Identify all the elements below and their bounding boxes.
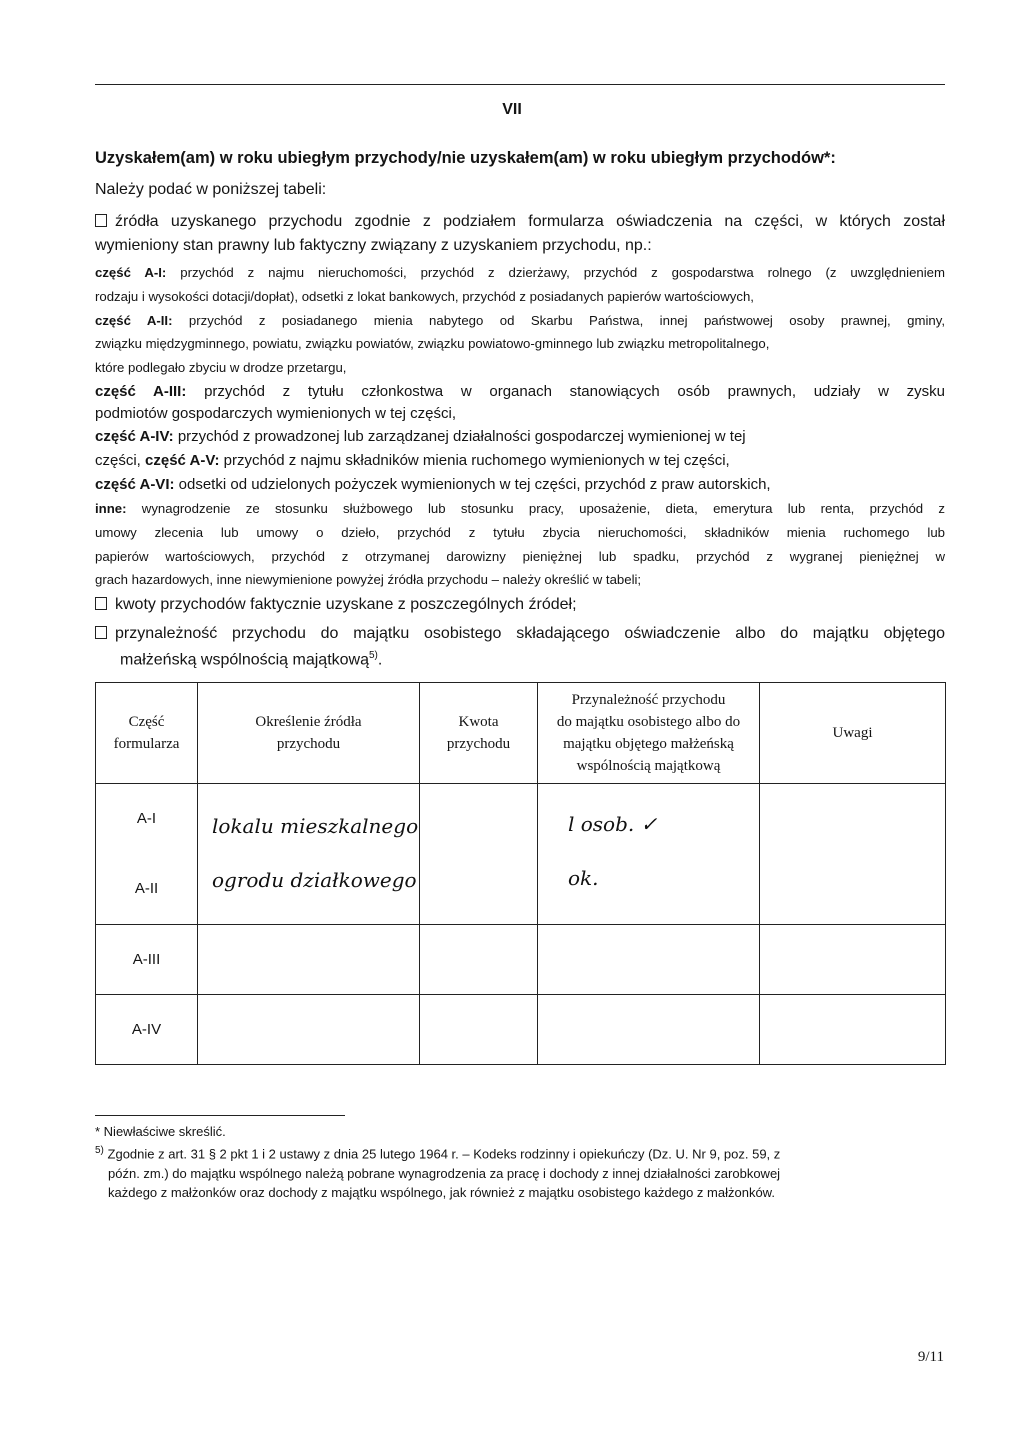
table-row: A-III	[96, 925, 946, 995]
header-remarks: Uwagi	[760, 683, 946, 784]
checkbox-icon	[95, 626, 107, 639]
table-row: A-IV	[96, 995, 946, 1065]
a2-line1: część A-II: przychód z posiadanego mienia nabytego od Skarbu Państwa, innej państwowej osoby prawnej, gminy,	[95, 313, 945, 328]
handwriting-source-1: lokalu mieszkalnego	[212, 814, 419, 838]
a2-line3: które podlegało zbyciu w drodze przetargu,	[95, 360, 347, 375]
table-row-labels: A-I A-II	[96, 784, 198, 925]
income-table	[95, 682, 946, 1065]
ownership-cell	[538, 784, 760, 925]
a1-line1: część A-I: przychód z najmu nieruchomości, przychód z dzierżawy, przychód z gospodarstwa rolnego (z uwzględnieniem	[95, 265, 945, 280]
header-part: Część formularza	[96, 683, 198, 784]
checkbox-icon	[95, 597, 107, 610]
footnote-rule	[95, 1115, 345, 1116]
inne-line1: inne: wynagrodzenie ze stosunku służbowego lub stosunku pracy, uposażenie, dieta, emerytura lub renta, przychód z	[95, 501, 945, 516]
top-rule	[95, 84, 945, 85]
header-ownership: Przynależność przychodu do majątku osobistego albo do majątku objętego małżeńską wspólnością majątkową	[538, 683, 760, 784]
item1-line1: źródła uzyskanego przychodu zgodnie z podziałem formularza oświadczenia na części, w których został	[95, 213, 945, 231]
a6-line: część A-VI: odsetki od udzielonych pożyczek wymienionych w tej części, przychód z praw autorskich,	[95, 476, 771, 493]
item3-line1: przynależność przychodu do majątku osobistego składającego oświadczenie albo do majątku objętego	[95, 625, 945, 643]
footnote-star: * Niewłaściwe skreślić.	[95, 1124, 226, 1139]
footnote5-line2: późn. zm.) do majątku wspólnego należą pobrane wynagrodzenia za pracę i dochody z innej działalności zarobkowej	[108, 1166, 781, 1181]
footnote5-line3: każdego z małżonków oraz dochody z majątku wspólnego, jak również z majątku osobistego każdego z małżonków.	[108, 1185, 775, 1200]
remarks-cell	[760, 784, 946, 925]
a1-line2: rodzaju i wysokości dotacji/dopłat), odsetki z lokat bankowych, przychód z posiadanych papierów wartościowych,	[95, 289, 754, 304]
inne-line3: papierów wartościowych, przychód z otrzymanej darowizny pieniężnej lub spadku, przychód z wygranej pieniężnej w	[95, 549, 945, 564]
footnote5-line1: $^{5)}$ Zgodnie z art. 31 § 2 pkt 1 i 2 ustawy z dnia 25 lutego 1964 r. – Kodeks rodzinny i opiekuńczy (Dz. U. Nr 9, poz. 59, z	[95, 1145, 781, 1162]
table-row	[96, 784, 946, 925]
table-header-row	[96, 683, 946, 784]
a3-line2: podmiotów gospodarczych wymienionych w tej części,	[95, 405, 456, 422]
a4-line1: część A-IV: przychód z prowadzonej lub zarządzanej działalności gospodarczej wymienionej w tej	[95, 428, 746, 445]
a2-line2: związku międzygminnego, powiatu, związku powiatów, związku powiatowo-gminnego lub związku metropolitalnego,	[95, 336, 770, 351]
section-number: VII	[502, 101, 522, 118]
header-source: Określenie źródła przychodu	[198, 683, 420, 784]
source-cell	[198, 784, 420, 925]
handwriting-ownership-2: ok.	[568, 866, 599, 890]
handwriting-ownership-1: l osob. ✓	[568, 812, 658, 836]
amount-cell	[420, 784, 538, 925]
page-number: 9/11	[917, 1349, 944, 1365]
section-heading: Uzyskałem(am) w roku ubiegłym przychody/nie uzyskałem(am) w roku ubiegłym przychodów*:	[95, 149, 836, 167]
inne-line4: grach hazardowych, inne niewymienione powyżej źródła przychodu – należy określić w tabeli;	[95, 572, 642, 587]
header-amount: Kwota przychodu	[420, 683, 538, 784]
inne-line2: umowy zlecenia lub umowy o dzieło, przychód z tytułu zbycia nieruchomości, składników mienia ruchomego lub	[95, 525, 945, 540]
a4-a5-line: części, część A-V: przychód z najmu składników mienia ruchomego wymienionych w tej części,	[95, 452, 730, 469]
item1-line2: wymieniony stan prawny lub faktyczny związany z uzyskaniem przychodu, np.:	[95, 237, 652, 254]
item3-line2: małżeńską wspólnością majątkową$^{5)}$.	[120, 650, 383, 669]
checkbox-icon	[95, 214, 107, 227]
handwriting-source-2: ogrodu działkowego	[212, 868, 417, 892]
intro-text: Należy podać w poniższej tabeli:	[95, 181, 327, 198]
a3-line1: część A-III: przychód z tytułu członkostwa w organach stanowiących osób prawnych, udziały w zysku	[95, 383, 945, 400]
item2: kwoty przychodów faktycznie uzyskane z poszczególnych źródeł;	[95, 596, 945, 614]
